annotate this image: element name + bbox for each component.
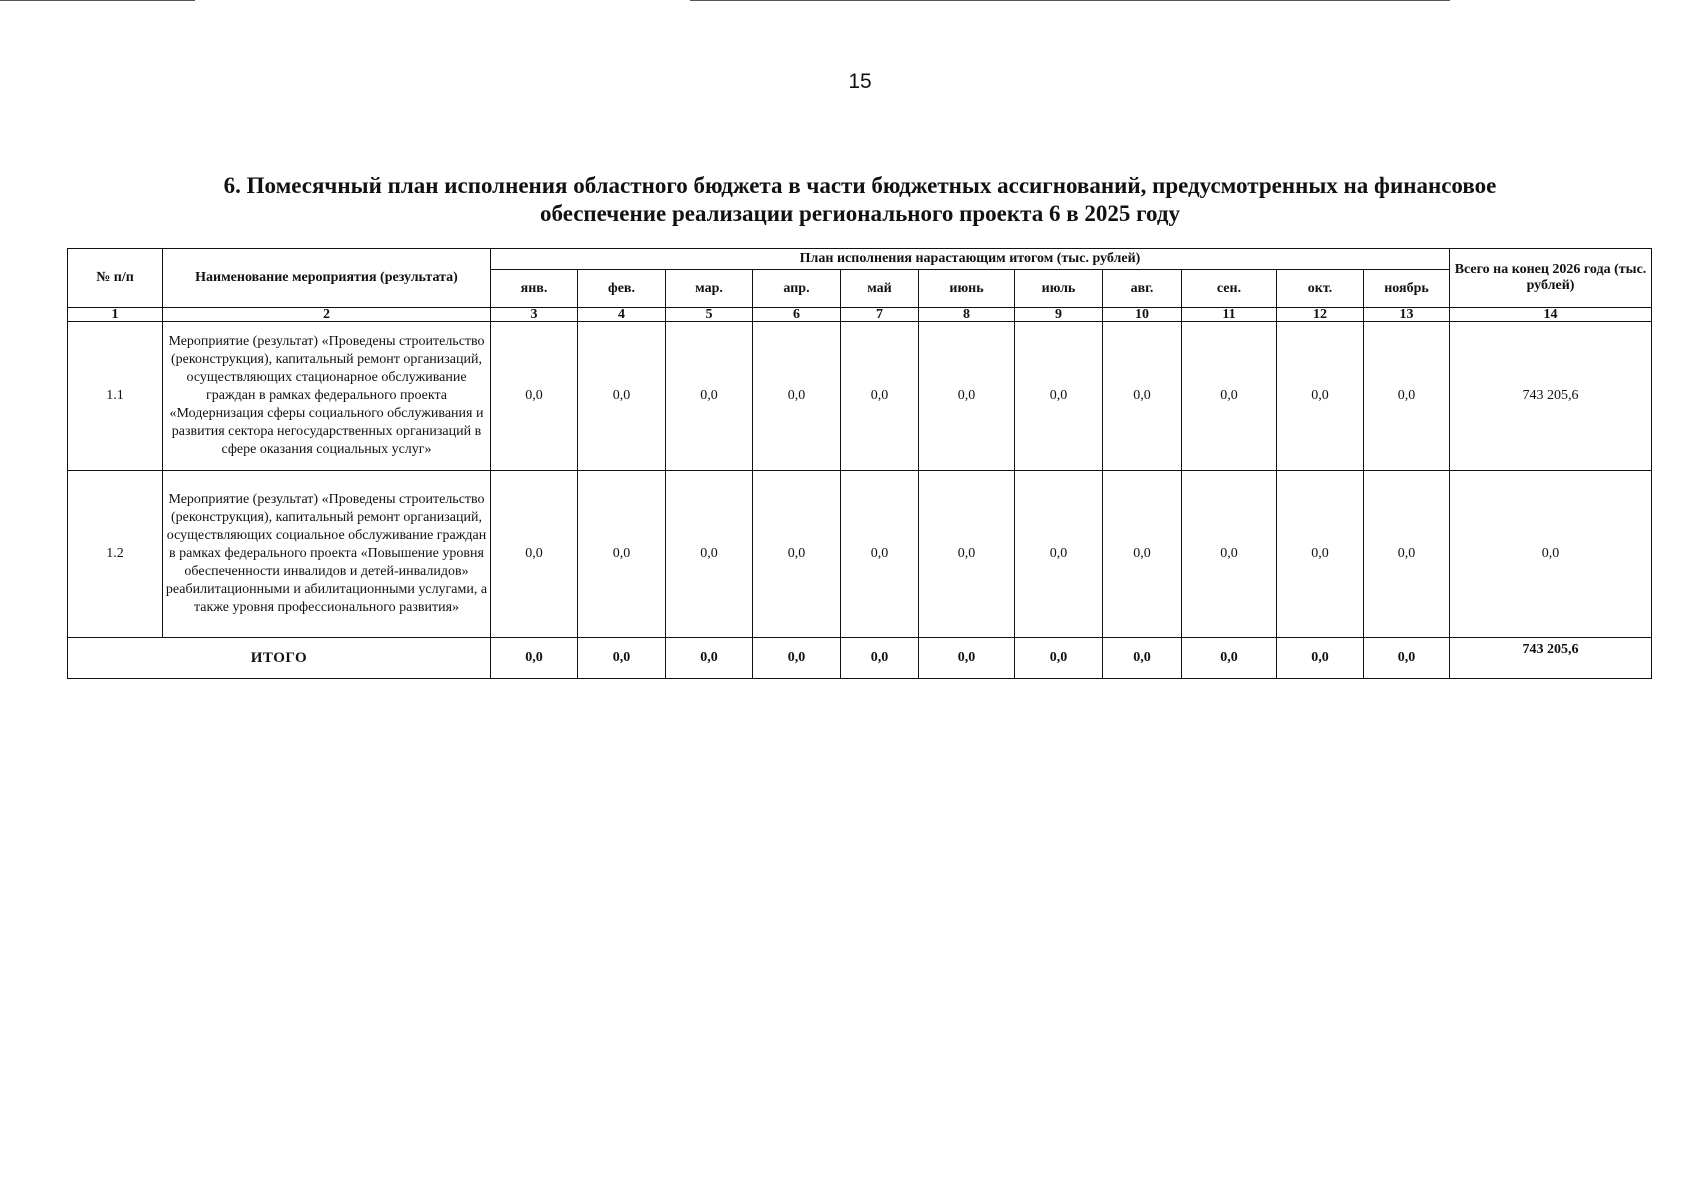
title-line-1: 6. Помесячный план исполнения областного бюджета в части бюджетных ассигнований, предусмотренных на финансовое — [223, 173, 1497, 198]
row-value: 0,0 — [491, 322, 578, 471]
total-value: 0,0 — [1015, 638, 1103, 679]
column-number: 2 — [163, 308, 491, 322]
header-month: май — [841, 270, 919, 308]
row-value: 0,0 — [919, 322, 1015, 471]
total-value: 0,0 — [666, 638, 753, 679]
header-month: фев. — [578, 270, 666, 308]
total-row — [68, 638, 1652, 679]
scan-edge-line — [0, 0, 195, 1]
row-value: 0,0 — [753, 322, 841, 471]
column-number: 11 — [1182, 308, 1277, 322]
row-value: 0,0 — [1015, 322, 1103, 471]
column-number: 6 — [753, 308, 841, 322]
header-month: мар. — [666, 270, 753, 308]
row-num: 1.2 — [68, 471, 163, 638]
row-value: 0,0 — [1182, 471, 1277, 638]
column-number: 3 — [491, 308, 578, 322]
row-value: 0,0 — [1182, 322, 1277, 471]
header-plan: План исполнения нарастающим итогом (тыс. рублей) — [491, 249, 1450, 270]
column-number: 5 — [666, 308, 753, 322]
row-value: 0,0 — [841, 322, 919, 471]
budget-plan-table — [67, 248, 1652, 679]
row-value: 0,0 — [841, 471, 919, 638]
total-value: 0,0 — [1277, 638, 1364, 679]
header-total: Всего на конец 2026 года (тыс. рублей) — [1450, 249, 1652, 308]
column-number: 7 — [841, 308, 919, 322]
row-value: 0,0 — [578, 322, 666, 471]
header-month: окт. — [1277, 270, 1364, 308]
row-num: 1.1 — [68, 322, 163, 471]
total-label: ИТОГО — [68, 638, 491, 679]
total-sum: 743 205,6 — [1450, 638, 1652, 679]
page-title — [60, 172, 1660, 228]
total-value: 0,0 — [841, 638, 919, 679]
header-month: ноябрь — [1364, 270, 1450, 308]
header-month: авг. — [1103, 270, 1182, 308]
header-month: янв. — [491, 270, 578, 308]
row-value: 0,0 — [1277, 322, 1364, 471]
row-value: 0,0 — [919, 471, 1015, 638]
row-total: 0,0 — [1450, 471, 1652, 638]
column-number: 10 — [1103, 308, 1182, 322]
header-month: июль — [1015, 270, 1103, 308]
row-value: 0,0 — [1015, 471, 1103, 638]
column-number: 13 — [1364, 308, 1450, 322]
header-month: апр. — [753, 270, 841, 308]
row-name: Мероприятие (результат) «Проведены строительство (реконструкция), капитальный ремонт организаций, осуществляющих стационарное обслуживание граждан в рамках федерального проекта «Модернизация сферы социального обслуживания и развития сектора негосударственных организаций в сфере оказания социальных услуг» — [163, 322, 491, 471]
row-name: Мероприятие (результат) «Проведены строительство (реконструкция), капитальный ремонт организаций, осуществляющих социальное обслуживание граждан в рамках федерального проекта «Повышение уровня обеспеченности инвалидов и детей-инвалидов» реабилитационными и абилитационными услугами, а также уровня профессионального развития» — [163, 471, 491, 638]
row-value: 0,0 — [578, 471, 666, 638]
total-value: 0,0 — [491, 638, 578, 679]
row-value: 0,0 — [1103, 471, 1182, 638]
row-value: 0,0 — [753, 471, 841, 638]
row-value: 0,0 — [1364, 471, 1450, 638]
total-value: 0,0 — [1364, 638, 1450, 679]
row-value: 0,0 — [1364, 322, 1450, 471]
header-month: июнь — [919, 270, 1015, 308]
page-number: 15 — [848, 70, 872, 93]
table-row — [68, 322, 1652, 471]
row-value: 0,0 — [1277, 471, 1364, 638]
row-value: 0,0 — [666, 322, 753, 471]
scan-edge-line — [690, 0, 1450, 1]
column-number-row — [68, 308, 1652, 322]
table-row — [68, 471, 1652, 638]
total-value: 0,0 — [919, 638, 1015, 679]
total-value: 0,0 — [1103, 638, 1182, 679]
column-number: 8 — [919, 308, 1015, 322]
column-number: 14 — [1450, 308, 1652, 322]
title-line-2: обеспечение реализации регионального проекта 6 в 2025 году — [540, 201, 1180, 226]
header-num: № п/п — [68, 249, 163, 308]
row-value: 0,0 — [666, 471, 753, 638]
row-value: 0,0 — [1103, 322, 1182, 471]
total-value: 0,0 — [578, 638, 666, 679]
row-value: 0,0 — [491, 471, 578, 638]
column-number: 9 — [1015, 308, 1103, 322]
row-total: 743 205,6 — [1450, 322, 1652, 471]
column-number: 4 — [578, 308, 666, 322]
header-month: сен. — [1182, 270, 1277, 308]
column-number: 12 — [1277, 308, 1364, 322]
column-number: 1 — [68, 308, 163, 322]
total-value: 0,0 — [753, 638, 841, 679]
total-value: 0,0 — [1182, 638, 1277, 679]
header-name: Наименование мероприятия (результата) — [163, 249, 491, 308]
